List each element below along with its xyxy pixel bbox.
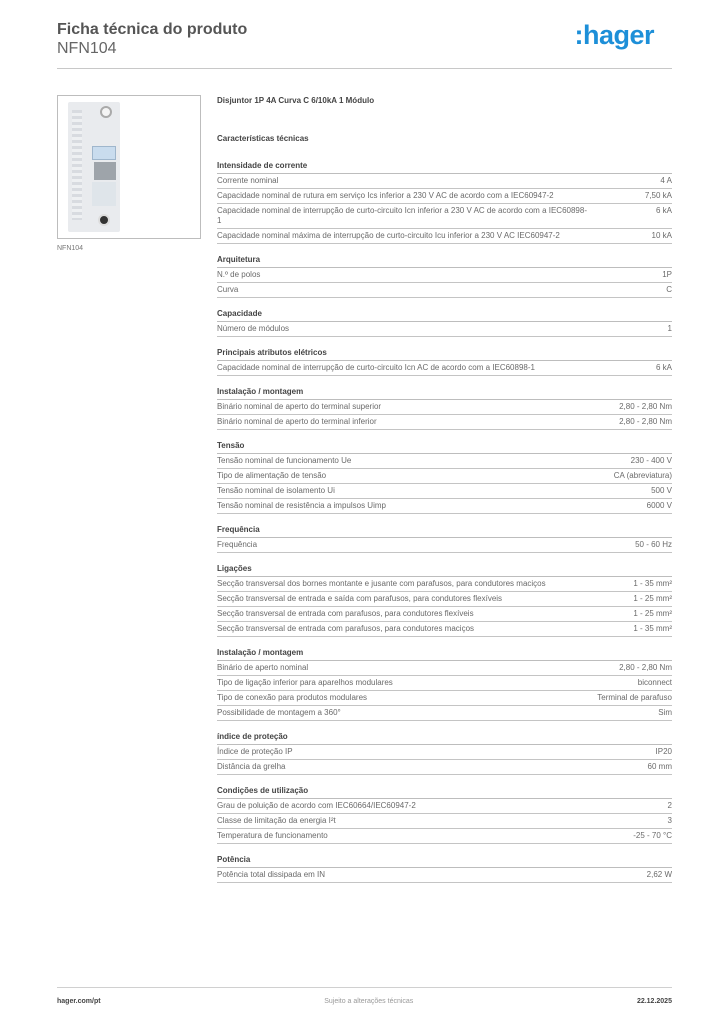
spec-value: 1 (667, 324, 672, 333)
spec-label: N.º de polos (217, 270, 261, 279)
spec-row (217, 415, 672, 430)
spec-value: 10 kA (651, 231, 672, 240)
spec-label: Possibilidade de montagem a 360° (217, 708, 341, 717)
spec-label: Secção transversal de entrada com parafusos, para condutores flexíveis (217, 609, 474, 618)
spec-section (217, 386, 672, 430)
spec-value: 1 - 25 mm² (633, 609, 672, 618)
spec-label: Grau de poluição de acordo com IEC60664/IEC60947-2 (217, 801, 416, 810)
section-title: Condições de utilização (217, 785, 672, 799)
spec-row (217, 229, 672, 244)
spec-row (217, 454, 672, 469)
spec-value: 7,50 kA (644, 191, 672, 200)
section-title: Arquitetura (217, 254, 672, 268)
hager-logo-icon: :hager (574, 20, 654, 50)
section-title: Tensão (217, 440, 672, 454)
spec-row (217, 706, 672, 721)
spec-row (217, 829, 672, 844)
spec-value: 3 (667, 816, 672, 825)
section-title: Principais atributos elétricos (217, 347, 672, 361)
footer-date: 22.12.2025 (636, 998, 672, 1005)
spec-row (217, 538, 672, 553)
spec-row (217, 607, 672, 622)
spec-value: CA (abreviatura) (613, 471, 672, 480)
spec-label: Secção transversal de entrada e saída com parafusos, para condutores flexíveis (217, 594, 503, 603)
spec-label: Tensão nominal de resistência a impulsos Uimp (217, 501, 386, 510)
spec-value: C (666, 285, 672, 294)
document-header (57, 20, 672, 58)
spec-row (217, 469, 672, 484)
spec-row (217, 499, 672, 514)
spec-label: Potência total dissipada em IN (217, 870, 326, 879)
spec-section (217, 854, 672, 883)
spec-value: 1 - 25 mm² (633, 594, 672, 603)
spec-label: Tipo de conexão para produtos modulares (217, 693, 368, 702)
spec-value: IP20 (655, 747, 672, 756)
product-image (57, 95, 201, 239)
technical-characteristics-title: Características técnicas (217, 134, 309, 143)
spec-section (217, 347, 672, 376)
spec-value: 4 A (660, 176, 672, 185)
spec-value: 500 V (651, 486, 672, 495)
spec-row (217, 268, 672, 283)
spec-value: 1P (662, 270, 672, 279)
spec-value: 2,80 - 2,80 Nm (619, 417, 672, 426)
spec-row (217, 174, 672, 189)
footer-divider (57, 987, 672, 988)
spec-section (217, 254, 672, 298)
spec-label: Tipo de alimentação de tensão (217, 471, 327, 480)
spec-label: Capacidade nominal máxima de interrupção de curto-circuito Icu inferior a 230 V AC IEC60947-2 (217, 231, 560, 240)
spec-row (217, 400, 672, 415)
footer-website-link[interactable]: hager.com/pt (57, 998, 101, 1005)
spec-row (217, 676, 672, 691)
spec-row (217, 745, 672, 760)
spec-section (217, 524, 672, 553)
spec-value: 230 - 400 V (630, 456, 672, 465)
spec-row (217, 592, 672, 607)
document-footer (57, 998, 672, 1005)
spec-row (217, 661, 672, 676)
spec-sections (217, 160, 672, 883)
spec-row (217, 204, 672, 229)
circuit-breaker-image-icon (68, 102, 120, 232)
section-title: índice de proteção (217, 731, 672, 745)
spec-row (217, 283, 672, 298)
spec-section (217, 785, 672, 844)
spec-row (217, 760, 672, 775)
spec-row (217, 814, 672, 829)
spec-row (217, 868, 672, 883)
section-title: Frequência (217, 524, 672, 538)
spec-row (217, 691, 672, 706)
spec-row (217, 622, 672, 637)
spec-label: Corrente nominal (217, 176, 279, 185)
spec-label: Binário de aperto nominal (217, 663, 309, 672)
spec-value: -25 - 70 °C (633, 831, 672, 840)
spec-label: Binário nominal de aperto do terminal inferior (217, 417, 377, 426)
spec-label: Secção transversal dos bornes montante e jusante com parafusos, para condutores maciços (217, 579, 546, 588)
product-code: NFN104 (57, 40, 117, 57)
spec-value: 2 (667, 801, 672, 810)
spec-label: Binário nominal de aperto do terminal superior (217, 402, 382, 411)
spec-label: Frequência (217, 540, 258, 549)
spec-label: Tensão nominal de isolamento Ui (217, 486, 335, 495)
spec-value: 2,80 - 2,80 Nm (619, 402, 672, 411)
spec-label: Secção transversal de entrada com parafusos, para condutores maciços (217, 624, 475, 633)
spec-label: Tensão nominal de funcionamento Ue (217, 456, 352, 465)
spec-value: Terminal de parafuso (597, 693, 672, 702)
spec-label: Índice de proteção IP (217, 747, 293, 756)
spec-label: Distância da grelha (217, 762, 286, 771)
header-divider (57, 68, 672, 69)
spec-section (217, 563, 672, 637)
spec-value: 1 - 35 mm² (633, 579, 672, 588)
spec-value: 2,62 W (646, 870, 672, 879)
spec-section (217, 160, 672, 244)
spec-row (217, 799, 672, 814)
spec-value: 6000 V (646, 501, 672, 510)
spec-value: 6 kA (655, 363, 672, 372)
spec-label: Temperatura de funcionamento (217, 831, 328, 840)
spec-value: 6 kA (655, 206, 672, 215)
section-title: Capacidade (217, 308, 672, 322)
spec-value: Sim (658, 708, 672, 717)
section-title: Ligações (217, 563, 672, 577)
product-name: Disjuntor 1P 4A Curva C 6/10kA 1 Módulo (217, 96, 375, 105)
section-title: Intensidade de corrente (217, 160, 672, 174)
spec-value: 1 - 35 mm² (633, 624, 672, 633)
footer-notice: Sujeito a alterações técnicas (324, 998, 414, 1005)
section-title: Instalação / montagem (217, 386, 672, 400)
spec-label: Capacidade nominal de interrupção de curto-circuito Icn inferior a 230 V AC de acordo com a IEC60898-1 (217, 206, 587, 225)
section-title: Potência (217, 854, 672, 868)
document-title: Ficha técnica do produto (57, 21, 248, 38)
spec-label: Classe de limitação da energia I²t (217, 816, 336, 825)
spec-label: Capacidade nominal de interrupção de curto-circuito Icn AC de acordo com a IEC60898-1 (217, 363, 535, 372)
spec-value: 50 - 60 Hz (635, 540, 672, 549)
spec-row (217, 484, 672, 499)
spec-section (217, 647, 672, 721)
spec-section (217, 731, 672, 775)
spec-value: 60 mm (647, 762, 672, 771)
spec-row (217, 361, 672, 376)
spec-label: Capacidade nominal de rutura em serviço Ics inferior a 230 V AC de acordo com a IEC60947-2 (217, 191, 554, 200)
spec-content (217, 96, 672, 893)
spec-value: 2,80 - 2,80 Nm (619, 663, 672, 672)
spec-row (217, 322, 672, 337)
spec-row (217, 189, 672, 204)
spec-label: Curva (217, 285, 239, 294)
section-title: Instalação / montagem (217, 647, 672, 661)
spec-section (217, 440, 672, 514)
spec-section (217, 308, 672, 337)
spec-value: biconnect (637, 678, 672, 687)
spec-row (217, 577, 672, 592)
spec-label: Tipo de ligação inferior para aparelhos modulares (217, 678, 393, 687)
spec-label: Número de módulos (217, 324, 290, 333)
product-image-caption: NFN104 (57, 245, 84, 252)
